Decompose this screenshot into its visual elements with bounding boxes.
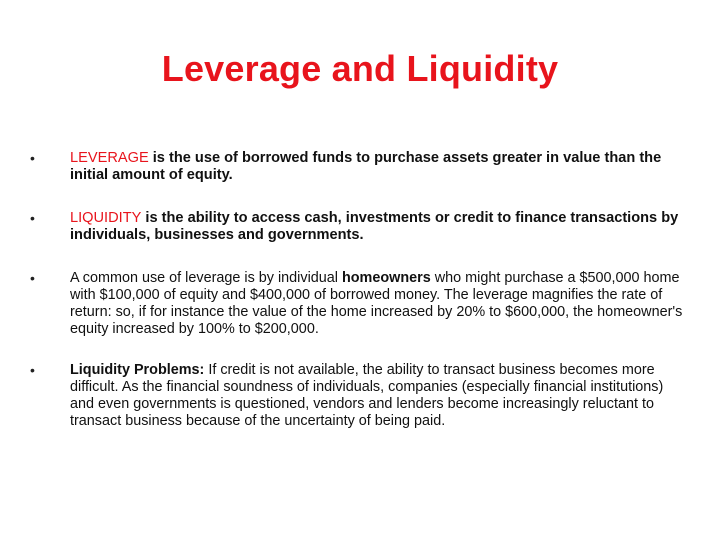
example-lead: A common use of leverage is by individual — [70, 270, 342, 286]
bullet-dot-icon: • — [30, 270, 35, 286]
leverage-definition: is the use of borrowed funds to purchase assets greater in value than the initial amount of equity. — [70, 150, 662, 183]
term-leverage: LEVERAGE — [70, 150, 149, 166]
bullet-liquidity — [30, 210, 690, 244]
example-emphasis: homeowners — [341, 270, 431, 286]
bullet-dot-icon: • — [30, 150, 35, 166]
bullet-homeowner-example — [30, 270, 690, 338]
slide-title: Leverage and Liquidity — [161, 48, 559, 89]
example-body: who might purchase a $500,000 home with $100,000 of equity and $400,000 of borrowed money. The leverage magnifies the rate of return: so, if for instance the value of the home increased by 20% to $600,000, the homeowner's equity increased by 100% to $200,000. — [70, 270, 683, 337]
bullet-list — [30, 150, 690, 430]
bullet-dot-icon: • — [30, 362, 35, 378]
bullet-liquidity-problems — [30, 362, 690, 430]
bullet-leverage — [30, 150, 690, 184]
problems-body: If credit is not available, the ability to transact business becomes more difficult. As the financial soundness of individuals, companies (especially financial institutions) and even governments is questioned, vendors and lenders become increasingly reluctant to transact business because of the uncertainty of being paid. — [70, 362, 664, 429]
bullet-text — [70, 150, 661, 183]
bullet-text — [70, 270, 682, 337]
term-liquidity: LIQUIDITY — [70, 210, 142, 226]
bullet-text — [70, 210, 678, 243]
liquidity-definition: is the ability to access cash, investments or credit to finance transactions by individuals, businesses and governments. — [70, 210, 679, 243]
problems-label: Liquidity Problems: — [70, 362, 205, 378]
bullet-text — [70, 362, 663, 429]
bullet-dot-icon: • — [30, 210, 35, 226]
